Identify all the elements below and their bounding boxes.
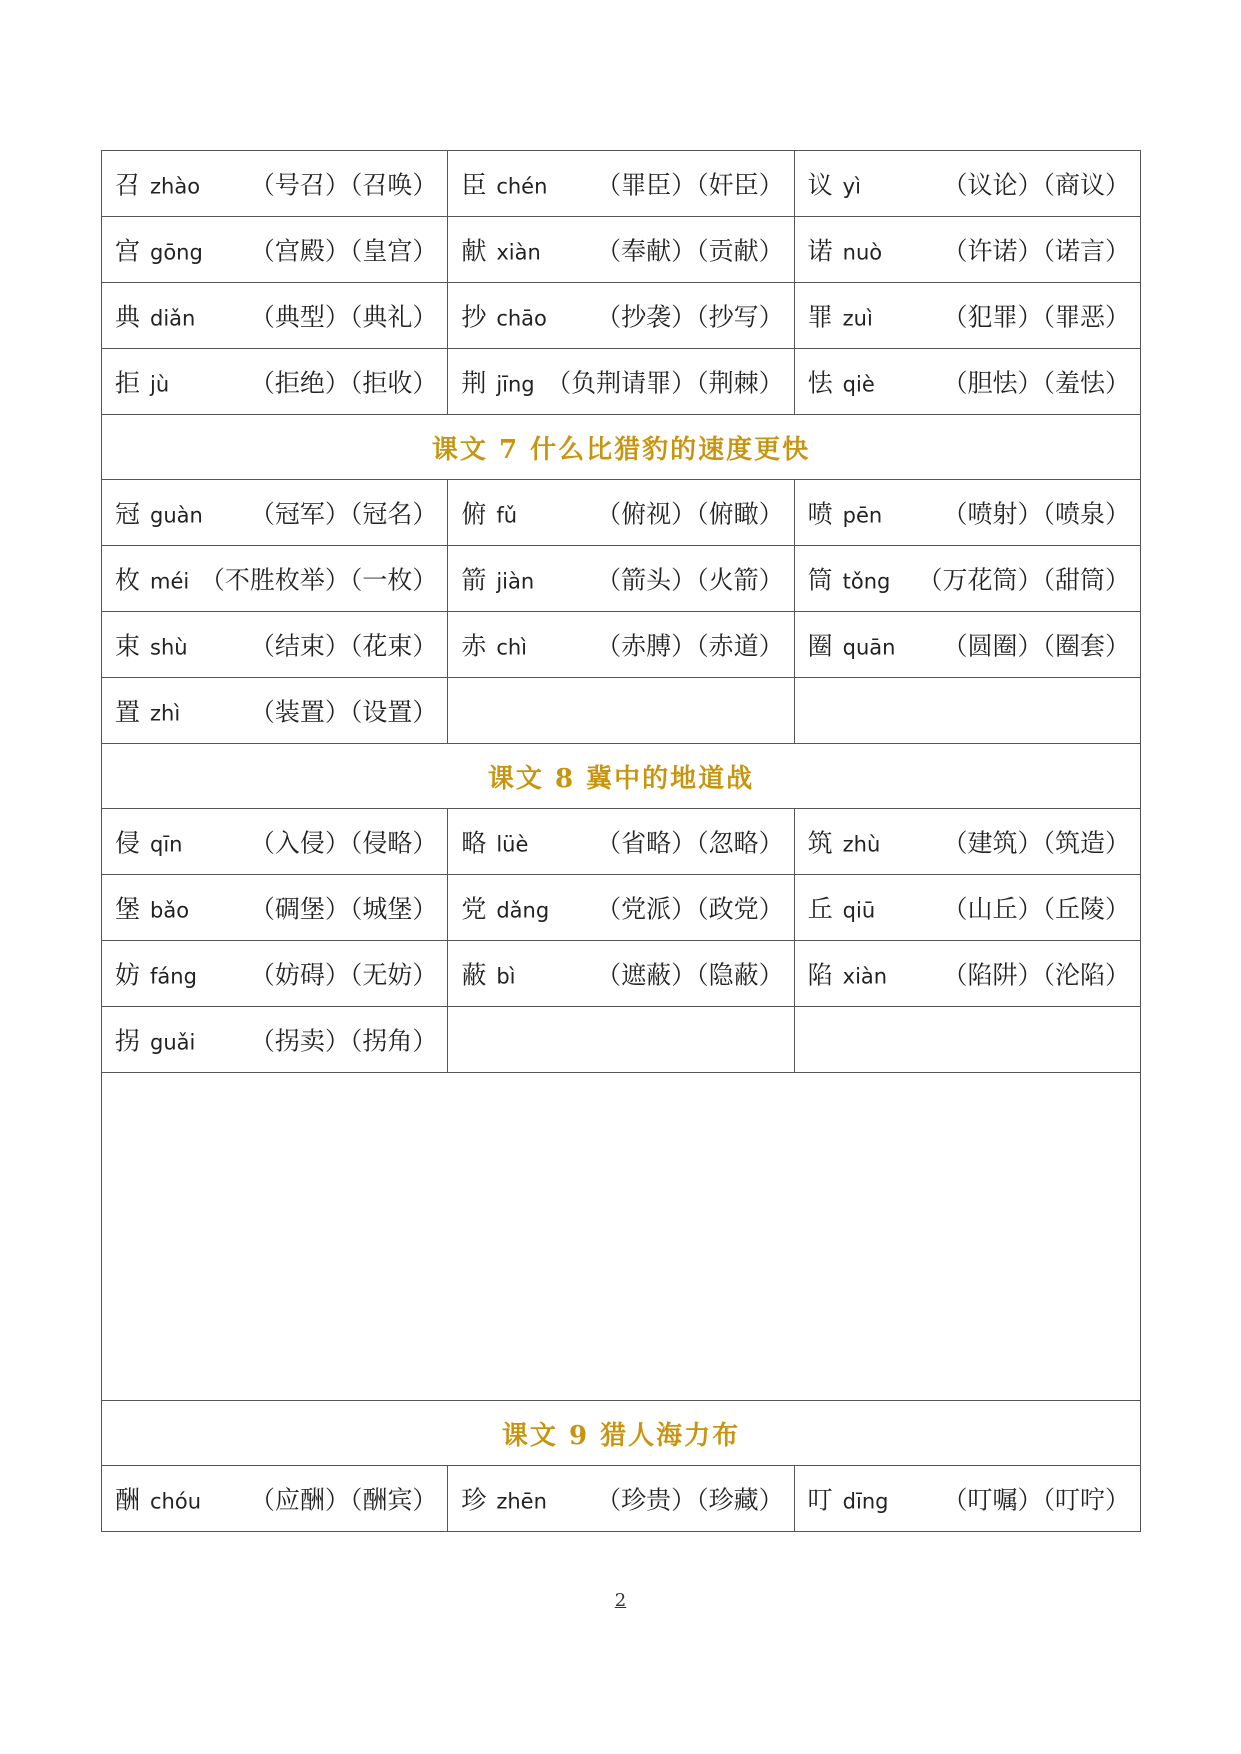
character: 拐 <box>115 1025 141 1055</box>
example-words: （箭头）（火箭） <box>596 564 784 594</box>
character: 置 <box>115 696 141 726</box>
pinyin: chāo <box>496 305 547 330</box>
pinyin: shù <box>150 634 188 659</box>
character: 陷 <box>807 959 833 989</box>
character: 怯 <box>807 367 833 397</box>
pinyin: dǎng <box>496 897 550 922</box>
vocabulary-cell <box>102 349 448 415</box>
vocabulary-cell <box>794 546 1140 612</box>
pinyin: guàn <box>150 502 203 527</box>
vocabulary-cell <box>102 941 448 1007</box>
character: 酬 <box>115 1484 141 1514</box>
character: 堡 <box>115 893 141 923</box>
character: 喷 <box>807 498 833 528</box>
vocabulary-cell <box>102 546 448 612</box>
example-words: （抄袭）（抄写） <box>596 301 784 331</box>
vocabulary-cell <box>794 480 1140 546</box>
example-words: （负荆请罪）（荆棘） <box>546 367 784 397</box>
example-words: （胆怯）（羞怯） <box>942 367 1130 397</box>
pinyin: guǎi <box>150 1029 196 1054</box>
character: 典 <box>115 301 141 331</box>
vocabulary-cell <box>448 217 794 283</box>
example-words: （犯罪）（罪恶） <box>942 301 1130 331</box>
example-words: （奉献）（贡献） <box>596 235 784 265</box>
character: 束 <box>115 630 141 660</box>
pinyin: jiàn <box>496 568 535 593</box>
vocabulary-row <box>102 678 1141 744</box>
vocabulary-cell <box>102 1466 448 1532</box>
vocabulary-cell <box>794 612 1140 678</box>
vocabulary-row <box>102 1007 1141 1073</box>
example-words: （号召）（召唤） <box>249 169 438 199</box>
pinyin: zhēn <box>496 1488 547 1513</box>
vocabulary-cell <box>102 480 448 546</box>
section-title: 课文 7 什么比猎豹的速度更快 <box>431 434 811 465</box>
pinyin: lüè <box>496 831 529 856</box>
pinyin: diǎn <box>150 305 196 330</box>
example-words: （碉堡）（城堡） <box>249 893 438 923</box>
vocabulary-cell <box>102 612 448 678</box>
pinyin: méi <box>150 568 190 593</box>
character: 筑 <box>807 827 833 857</box>
empty-cell <box>794 678 1140 744</box>
vocabulary-row <box>102 1466 1141 1532</box>
pinyin: bì <box>496 963 516 988</box>
character: 召 <box>115 169 141 199</box>
character: 荆 <box>461 367 487 397</box>
vocabulary-row <box>102 151 1141 217</box>
example-words: （结束）（花束） <box>249 630 438 660</box>
example-words: （山丘）（丘陵） <box>942 893 1130 923</box>
character: 圈 <box>807 630 833 660</box>
vocabulary-cell <box>448 612 794 678</box>
vocabulary-row <box>102 809 1141 875</box>
pinyin: zhì <box>150 700 181 725</box>
character: 拒 <box>115 367 141 397</box>
example-words: （不胜枚举）（一枚） <box>199 564 438 594</box>
character: 俯 <box>461 498 487 528</box>
example-words: （赤膊）（赤道） <box>596 630 784 660</box>
vocabulary-cell <box>448 1466 794 1532</box>
vocabulary-row <box>102 546 1141 612</box>
vocabulary-cell <box>794 941 1140 1007</box>
vocabulary-row <box>102 480 1141 546</box>
pinyin: qiū <box>842 897 876 922</box>
character: 党 <box>461 893 487 923</box>
vocabulary-cell <box>102 809 448 875</box>
vocabulary-cell <box>102 217 448 283</box>
blank-row <box>102 1073 1141 1401</box>
example-words: （拒绝）（拒收） <box>249 367 438 397</box>
vocabulary-cell <box>448 480 794 546</box>
example-words: （许诺）（诺言） <box>942 235 1130 265</box>
pinyin: gōng <box>150 239 203 264</box>
character: 丘 <box>807 893 833 923</box>
character: 议 <box>807 169 833 199</box>
character: 枚 <box>115 564 141 594</box>
example-words: （拐卖）（拐角） <box>249 1025 438 1055</box>
character: 蔽 <box>461 959 487 989</box>
character: 冠 <box>115 498 141 528</box>
character: 献 <box>461 235 487 265</box>
section-header-cell <box>102 415 1141 480</box>
pinyin: qīn <box>150 831 183 856</box>
pinyin: yì <box>842 173 861 198</box>
vocabulary-cell <box>794 217 1140 283</box>
example-words: （装置）（设置） <box>249 696 438 726</box>
vocabulary-cell <box>102 283 448 349</box>
character: 宫 <box>115 235 141 265</box>
character: 罪 <box>807 301 833 331</box>
character: 略 <box>461 827 487 857</box>
vocabulary-cell <box>102 678 448 744</box>
pinyin: zhào <box>150 173 201 198</box>
pinyin: chóu <box>150 1488 202 1513</box>
vocabulary-cell <box>794 349 1140 415</box>
section-title: 课文 8 冀中的地道战 <box>487 763 755 794</box>
pinyin: nuò <box>842 239 883 264</box>
example-words: （俯视）（俯瞰） <box>596 498 784 528</box>
example-words: （珍贵）（珍藏） <box>596 1484 784 1514</box>
vocabulary-cell <box>448 809 794 875</box>
vocabulary-cell <box>448 349 794 415</box>
section-header-row <box>102 744 1141 809</box>
vocabulary-row <box>102 612 1141 678</box>
pinyin: jīng <box>496 371 535 396</box>
character: 叮 <box>807 1484 833 1514</box>
example-words: （应酬）（酬宾） <box>249 1484 438 1514</box>
vocabulary-row <box>102 217 1141 283</box>
section-header-cell <box>102 744 1141 809</box>
example-words: （冠军）（冠名） <box>249 498 438 528</box>
pinyin: dīng <box>842 1488 889 1513</box>
page-number: 2 <box>614 1590 627 1611</box>
vocabulary-row <box>102 875 1141 941</box>
vocabulary-cell <box>448 151 794 217</box>
pinyin: qiè <box>842 371 875 396</box>
vocabulary-cell <box>448 283 794 349</box>
character: 抄 <box>461 301 487 331</box>
vocabulary-cell <box>102 875 448 941</box>
example-words: （陷阱）（沦陷） <box>942 959 1130 989</box>
vocabulary-row <box>102 349 1141 415</box>
vocabulary-cell <box>794 1466 1140 1532</box>
pinyin: xiàn <box>496 239 541 264</box>
vocabulary-cell <box>794 283 1140 349</box>
pinyin: chén <box>496 173 548 198</box>
empty-cell <box>448 1007 794 1073</box>
vocabulary-cell <box>448 941 794 1007</box>
example-words: （喷射）（喷泉） <box>942 498 1130 528</box>
character: 赤 <box>461 630 487 660</box>
pinyin: fǔ <box>496 502 518 527</box>
vocabulary-cell <box>448 875 794 941</box>
pinyin: chì <box>496 634 528 659</box>
character: 箭 <box>461 564 487 594</box>
example-words: （建筑）（筑造） <box>942 827 1130 857</box>
vocabulary-cell <box>794 809 1140 875</box>
vocabulary-cell <box>102 151 448 217</box>
pinyin: tǒng <box>842 568 891 593</box>
section-header-row <box>102 1401 1141 1466</box>
vocabulary-row <box>102 283 1141 349</box>
pinyin: pēn <box>842 502 883 527</box>
section-header-row <box>102 415 1141 480</box>
example-words: （万花筒）（甜筒） <box>917 564 1130 594</box>
character: 筒 <box>807 564 833 594</box>
example-words: （罪臣）（奸臣） <box>596 169 784 199</box>
example-words: （叮嘱）（叮咛） <box>942 1484 1130 1514</box>
character: 诺 <box>807 235 833 265</box>
vocabulary-cell <box>794 151 1140 217</box>
section-title: 课文 9 猎人海力布 <box>501 1420 741 1451</box>
example-words: （遮蔽）（隐蔽） <box>596 959 784 989</box>
example-words: （宫殿）（皇宫） <box>249 235 438 265</box>
example-words: （入侵）（侵略） <box>249 827 438 857</box>
vocabulary-row <box>102 941 1141 1007</box>
blank-cell <box>102 1073 1141 1401</box>
vocabulary-table <box>101 150 1141 1532</box>
empty-cell <box>448 678 794 744</box>
pinyin: fáng <box>150 963 197 988</box>
vocabulary-cell <box>794 875 1140 941</box>
vocabulary-cell <box>102 1007 448 1073</box>
character: 妨 <box>115 959 141 989</box>
pinyin: zhù <box>842 831 881 856</box>
pinyin: quān <box>842 634 896 659</box>
example-words: （省略）（忽略） <box>596 827 784 857</box>
pinyin: bǎo <box>150 897 190 922</box>
section-header-cell <box>102 1401 1141 1466</box>
example-words: （典型）（典礼） <box>249 301 438 331</box>
pinyin: xiàn <box>842 963 888 988</box>
character: 侵 <box>115 827 141 857</box>
character: 珍 <box>461 1484 487 1514</box>
pinyin: zuì <box>842 305 873 330</box>
character: 臣 <box>461 169 487 199</box>
example-words: （圆圈）（圈套） <box>942 630 1130 660</box>
vocabulary-cell <box>448 546 794 612</box>
example-words: （党派）（政党） <box>596 893 784 923</box>
example-words: （议论）（商议） <box>942 169 1130 199</box>
example-words: （妨碍）（无妨） <box>249 959 438 989</box>
empty-cell <box>794 1007 1140 1073</box>
pinyin: jù <box>150 371 170 396</box>
